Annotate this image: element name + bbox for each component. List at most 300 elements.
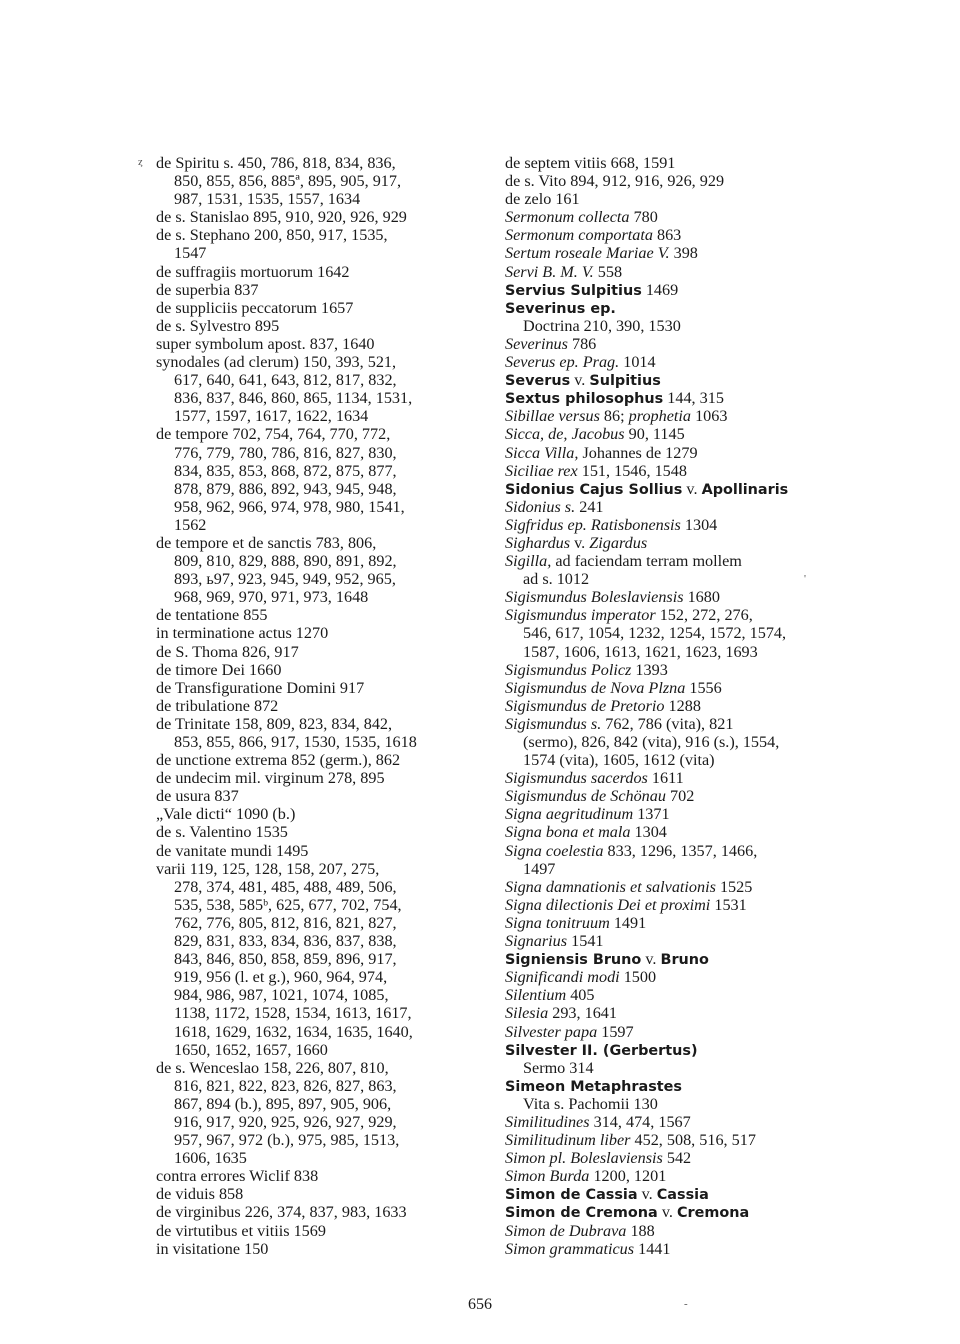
entry-text: v. — [657, 1203, 677, 1222]
stray-mark: ' — [804, 573, 806, 585]
index-entry-line — [505, 624, 900, 642]
entry-text: 1497 — [523, 859, 556, 878]
index-entry-line — [156, 715, 486, 733]
index-entry-line — [156, 914, 486, 932]
entry-text: Doctrina 210, 390, 1530 — [523, 316, 681, 335]
entry-text: 957, 967, 972 (b.), 975, 985, 1513, — [174, 1131, 400, 1150]
index-entry-line — [505, 878, 900, 896]
index-entry-line — [505, 371, 900, 389]
index-entry-line — [156, 842, 486, 860]
index-entry-line — [156, 407, 486, 425]
index-entry-line — [156, 823, 486, 841]
entry-title-italic: Simon pl. Boleslaviensis — [505, 1149, 663, 1168]
entry-text: Sermo 314 — [523, 1058, 594, 1077]
entry-text: de s. Vito 894, 912, 916, 926, 929 — [505, 172, 725, 191]
entry-text: 780 — [629, 208, 658, 227]
index-entry-line — [505, 281, 900, 299]
index-entry-line — [156, 389, 486, 407]
entry-title-italic: Signa dilectionis Dei et proximi — [505, 895, 711, 914]
entry-heading-bold: Simeon Metaphrastes — [505, 1078, 682, 1095]
entry-text: v. — [637, 1185, 657, 1204]
entry-text: de virginibus 226, 374, 837, 983, 1633 — [156, 1203, 407, 1222]
index-entry-line — [505, 715, 900, 733]
index-entry-line — [156, 226, 486, 244]
index-entry-line — [505, 914, 900, 932]
entry-text: 1441 — [634, 1239, 671, 1258]
index-entry-line — [156, 498, 486, 516]
index-entry-line — [505, 244, 900, 262]
index-entry-line — [505, 407, 900, 425]
entry-text: 836, 837, 846, 860, 865, 1134, 1531, — [174, 389, 413, 408]
index-entry-line — [156, 208, 486, 226]
page-number: 656 — [468, 1296, 492, 1313]
entry-text: 867, 894 (b.), 895, 897, 905, 906, — [174, 1094, 392, 1113]
entry-text: 816, 821, 822, 823, 826, 827, 863, — [174, 1076, 397, 1095]
index-column-right — [505, 154, 900, 1258]
entry-title-italic: Simon de Dubrava — [505, 1221, 627, 1240]
entry-heading-bold: Severus — [505, 373, 571, 390]
entry-text: 1606, 1635 — [174, 1149, 247, 1168]
entry-text: 968, 969, 970, 971, 973, 1648 — [174, 588, 369, 607]
index-entry-line — [156, 1131, 486, 1149]
index-entry-line — [505, 643, 900, 661]
entry-heading-bold: Sulpitius — [589, 373, 661, 390]
entry-heading-bold: Apollinaris — [701, 481, 789, 498]
entry-text: de unctione extrema 852 (germ.), 862 — [156, 751, 401, 770]
entry-text: varii 119, 125, 128, 158, 207, 275, — [156, 859, 380, 878]
index-entry-line — [156, 986, 486, 1004]
entry-text: de suppliciis peccatorum 1657 — [156, 298, 354, 317]
entry-text: 1547 — [174, 244, 207, 263]
index-entry-line — [505, 751, 900, 769]
index-entry-line — [156, 769, 486, 787]
entry-text: de s. Wenceslao 158, 226, 807, 810, — [156, 1058, 389, 1077]
entry-text: 863 — [652, 226, 682, 245]
entry-text: super symbolum apost. 837, 1640 — [156, 334, 375, 353]
index-entry-line — [505, 425, 900, 443]
index-entry-line — [156, 1059, 486, 1077]
entry-title-italic: Sigismundus Boleslaviensis — [505, 588, 684, 607]
index-entry-line — [505, 480, 900, 498]
index-entry-line — [505, 968, 900, 986]
entry-text: v. — [570, 533, 590, 552]
index-entry-line — [505, 208, 900, 226]
entry-heading-bold: Servius Sulpitius — [505, 282, 642, 299]
entry-text: 1541 — [567, 932, 604, 951]
index-entry-line — [505, 606, 900, 624]
entry-text: de virtutibus et vitiis 1569 — [156, 1221, 326, 1240]
entry-text: 1618, 1629, 1632, 1634, 1635, 1640, — [174, 1022, 413, 1041]
entry-text: 405 — [566, 986, 595, 1005]
margin-mark: ȥ — [138, 156, 143, 168]
index-entry-line — [156, 281, 486, 299]
index-entry-line — [505, 932, 900, 950]
entry-text: 1491 — [609, 913, 647, 932]
entry-text: de zelo 161 — [505, 190, 580, 209]
entry-text: 1063 — [691, 407, 728, 426]
index-entry-line — [156, 733, 486, 751]
entry-title-italic: Sigismundus imperator — [505, 606, 656, 625]
entry-title-italic: Sertum roseale Mariae V. — [505, 244, 670, 263]
index-entry-line — [505, 154, 900, 172]
entry-text: 558 — [593, 262, 623, 281]
entry-text: 776, 779, 780, 786, 816, 827, 830, — [174, 443, 397, 462]
entry-text: 958, 962, 966, 974, 978, 980, 1541, — [174, 497, 405, 516]
entry-heading-bold: Silvester II. (Gerbertus) — [505, 1042, 698, 1059]
index-entry-line — [156, 462, 486, 480]
entry-text: 535, 538, 585ᵇ, 625, 677, 702, 754, — [174, 895, 402, 914]
index-entry-line — [156, 371, 486, 389]
index-entry-line — [156, 244, 486, 262]
entry-heading-bold: Severinus ep. — [505, 300, 616, 317]
index-entry-line — [505, 1240, 900, 1258]
entry-text: (sermo), 826, 842 (vita), 916 (s.), 1554, — [523, 733, 780, 751]
entry-title-italic: Significandi modi — [505, 968, 620, 987]
index-entry-line — [505, 950, 900, 968]
index-entry-line — [156, 299, 486, 317]
entry-title-italic: Zigardus — [589, 533, 648, 552]
index-entry-line — [505, 588, 900, 606]
entry-text: 878, 879, 886, 892, 943, 945, 948, — [174, 479, 397, 498]
entry-text: 1500 — [619, 968, 657, 987]
entry-title-italic: Sigilla, — [505, 552, 552, 571]
entry-text: 1304 — [680, 515, 718, 534]
entry-text: 919, 956 (l. et g.), 960, 964, 974, — [174, 968, 388, 987]
entry-text: 1611 — [647, 769, 684, 788]
entry-text: v. — [682, 479, 702, 498]
entry-text: 1371 — [633, 805, 670, 824]
index-entry-line — [156, 1023, 486, 1041]
entry-title-italic: Siciliae rex — [505, 461, 578, 480]
index-entry-line — [156, 552, 486, 570]
index-entry-line — [505, 534, 900, 552]
entry-title-italic: Silvester papa — [505, 1022, 598, 1041]
entry-heading-bold: Bruno — [660, 952, 709, 969]
entry-text: 188 — [626, 1221, 655, 1240]
entry-text: 853, 855, 866, 917, 1530, 1535, 1618 — [174, 733, 417, 751]
entry-text: de s. Valentino 1535 — [156, 823, 288, 842]
index-entry-line — [156, 661, 486, 679]
entry-heading-bold: Signiensis Bruno — [505, 952, 642, 969]
index-entry-line — [156, 263, 486, 281]
entry-title-italic: Signa damnationis et salvationis — [505, 877, 716, 896]
index-entry-line — [156, 172, 486, 190]
entry-title-italic: Sigismundus de Nova Plzna — [505, 678, 686, 697]
entry-text: 86; — [599, 407, 629, 426]
entry-title-italic: Signa bona et mala — [505, 823, 631, 842]
index-entry-line — [156, 606, 486, 624]
entry-title-italic: Sermonum comportata — [505, 226, 653, 245]
index-entry-line — [156, 1004, 486, 1022]
entry-text: 278, 374, 481, 485, 488, 489, 506, — [174, 877, 397, 896]
index-entry-line — [156, 950, 486, 968]
entry-text: 546, 617, 1054, 1232, 1254, 1572, 1574, — [523, 624, 787, 643]
entry-title-italic: Silesia — [505, 1004, 549, 1023]
entry-title-italic: Sigismundus de Pretorio — [505, 696, 665, 715]
index-entry-line — [156, 425, 486, 443]
entry-text: 809, 810, 829, 888, 890, 891, 892, — [174, 552, 397, 571]
index-entry-line — [505, 896, 900, 914]
entry-text: de Spiritu s. 450, 786, 818, 834, 836, — [156, 154, 396, 172]
entry-text: 1469 — [641, 280, 679, 299]
entry-text: de viduis 858 — [156, 1185, 244, 1204]
entry-text: de suffragiis mortuorum 1642 — [156, 262, 350, 281]
index-entry-line — [505, 444, 900, 462]
entry-text: 1200, 1201 — [589, 1167, 667, 1186]
entry-title-italic: Sicca Villa, — [505, 443, 579, 462]
entry-title-italic: Sigismundus sacerdos — [505, 769, 648, 788]
entry-text: 151, 1546, 1548 — [577, 461, 687, 480]
index-entry-line — [156, 480, 486, 498]
index-entry-line — [156, 353, 486, 371]
entry-text: de Transfiguratione Domini 917 — [156, 678, 365, 697]
entry-text: de tempore 702, 754, 764, 770, 772, — [156, 425, 391, 444]
index-entry-line — [156, 932, 486, 950]
index-entry-line — [156, 697, 486, 715]
entry-text: 90, 1145 — [624, 425, 685, 444]
index-entry-line — [505, 769, 900, 787]
index-entry-line — [156, 534, 486, 552]
entry-title-italic: Severus ep. Prag. — [505, 353, 620, 372]
index-entry-line — [505, 1149, 900, 1167]
entry-text: 1556 — [685, 678, 722, 697]
index-entry-line — [505, 1077, 900, 1095]
entry-title-italic: Servi B. M. V. — [505, 262, 594, 281]
index-entry-line — [505, 1041, 900, 1059]
index-entry-line — [505, 1131, 900, 1149]
entry-heading-bold: Sextus philosophus — [505, 391, 664, 408]
index-entry-line — [505, 1059, 900, 1077]
entry-text: de vanitate mundi 1495 — [156, 841, 309, 860]
entry-text: 829, 831, 833, 834, 836, 837, 838, — [174, 932, 397, 951]
index-entry-line — [156, 1095, 486, 1113]
entry-text: 702 — [665, 787, 695, 806]
index-entry-line — [505, 1113, 900, 1131]
entry-text: 1525 — [715, 877, 753, 896]
index-entry-line — [156, 968, 486, 986]
entry-text: 398 — [669, 244, 698, 263]
entry-title-italic: Similitudinum liber — [505, 1131, 631, 1150]
index-entry-line — [156, 878, 486, 896]
entry-text: contra errores Wiclif 838 — [156, 1167, 319, 1186]
index-entry-line — [505, 679, 900, 697]
index-entry-line — [156, 1149, 486, 1167]
entry-heading-bold: Simon de Cremona — [505, 1205, 658, 1222]
entry-text: de s. Stephano 200, 850, 917, 1535, — [156, 226, 388, 245]
entry-heading-bold: Sidonius Cajus Sollius — [505, 481, 683, 498]
entry-text: 314, 474, 1567 — [589, 1112, 691, 1131]
entry-title-italic: Similitudines — [505, 1112, 590, 1131]
entry-text: de usura 837 — [156, 787, 239, 806]
index-entry-line — [156, 1041, 486, 1059]
index-entry-line — [505, 1167, 900, 1185]
index-entry-line — [156, 570, 486, 588]
entry-text: Vita s. Pachomii 130 — [523, 1094, 658, 1113]
entry-title-italic: Silentium — [505, 986, 567, 1005]
index-entry-line — [505, 986, 900, 1004]
entry-title-italic: prophetia — [628, 407, 692, 426]
index-entry-line — [505, 353, 900, 371]
entry-text: 1587, 1606, 1613, 1621, 1623, 1693 — [523, 642, 758, 661]
entry-text: de superbia 837 — [156, 280, 259, 299]
index-entry-line — [156, 1222, 486, 1240]
entry-heading-bold: Cremona — [676, 1205, 750, 1222]
entry-text: ad faciendam terram mollem — [551, 552, 742, 571]
index-entry-line — [505, 842, 900, 860]
entry-text: de tentatione 855 — [156, 606, 268, 625]
index-entry-line — [505, 552, 900, 570]
entry-title-italic: Sigismundus de Schönau — [505, 787, 666, 806]
entry-heading-bold: Cassia — [656, 1187, 709, 1204]
entry-text: de S. Thoma 826, 917 — [156, 642, 299, 661]
entry-text: 984, 986, 987, 1021, 1074, 1085, — [174, 986, 389, 1005]
index-entry-line — [505, 1023, 900, 1041]
entry-text: de septem vitiis 668, 1591 — [505, 154, 676, 172]
index-entry-line — [505, 172, 900, 190]
index-entry-line — [505, 661, 900, 679]
index-entry-line — [505, 462, 900, 480]
index-entry-line — [505, 516, 900, 534]
index-entry-line — [156, 805, 486, 823]
entry-text: 1014 — [619, 353, 656, 372]
index-entry-line — [156, 787, 486, 805]
entry-text: de timore Dei 1660 — [156, 660, 282, 679]
entry-text: in terminatione actus 1270 — [156, 624, 329, 643]
entry-heading-bold: Simon de Cassia — [505, 1187, 638, 1204]
entry-title-italic: Sigfridus ep. Ratisbonensis — [505, 515, 681, 534]
index-entry-line — [505, 787, 900, 805]
entry-text: 144, 315 — [663, 389, 724, 408]
index-entry-line — [156, 751, 486, 769]
index-entry-line — [156, 1240, 486, 1258]
index-entry-line — [505, 733, 900, 751]
index-entry-line — [156, 588, 486, 606]
stray-mark: - — [684, 1298, 688, 1310]
entry-text: 293, 1641 — [548, 1004, 617, 1023]
entry-title-italic: Sighardus — [505, 533, 571, 552]
entry-text: 850, 855, 856, 885ª, 895, 905, 917, — [174, 172, 402, 191]
entry-text: 833, 1296, 1357, 1466, — [603, 841, 758, 860]
index-entry-line — [156, 643, 486, 661]
entry-text: 987, 1531, 1535, 1557, 1634 — [174, 190, 361, 209]
index-entry-line — [505, 263, 900, 281]
entry-text: 1531 — [710, 895, 747, 914]
entry-text: 241 — [575, 497, 604, 516]
entry-text: 1393 — [631, 660, 668, 679]
index-column-left — [156, 154, 486, 1258]
entry-text: 1138, 1172, 1528, 1534, 1613, 1617, — [174, 1004, 412, 1023]
index-entry-line — [156, 317, 486, 335]
index-entry-line — [156, 1185, 486, 1203]
entry-text: ad s. 1012 — [523, 570, 590, 589]
entry-text: 152, 272, 276, — [655, 606, 753, 625]
entry-title-italic: Sibillae versus — [505, 407, 600, 426]
index-entry-line — [505, 1203, 900, 1221]
entry-text: 617, 640, 641, 643, 812, 817, 832, — [174, 371, 397, 390]
entry-text: 843, 846, 850, 858, 859, 896, 917, — [174, 950, 397, 969]
index-entry-line — [156, 896, 486, 914]
entry-text: 1562 — [174, 515, 207, 534]
entry-text: de s. Sylvestro 895 — [156, 316, 280, 335]
entry-text: de tribulatione 872 — [156, 696, 279, 715]
index-entry-line — [505, 860, 900, 878]
index-entry-line — [156, 1203, 486, 1221]
entry-text: de s. Stanislao 895, 910, 920, 926, 929 — [156, 208, 407, 227]
entry-title-italic: Signa tonitruum — [505, 913, 610, 932]
entry-title-italic: Severinus — [505, 334, 568, 353]
index-entry-line — [505, 389, 900, 407]
entry-title-italic: Sigismundus Policz — [505, 660, 632, 679]
index-entry-line — [156, 190, 486, 208]
index-entry-line — [505, 1004, 900, 1022]
entry-text: de undecim mil. virginum 278, 895 — [156, 769, 385, 788]
entry-text: 1577, 1597, 1617, 1622, 1634 — [174, 407, 369, 426]
entry-text: „Vale dicti“ 1090 (b.) — [156, 805, 296, 824]
entry-text: v. — [570, 371, 590, 390]
index-entry-line — [156, 335, 486, 353]
index-entry-line — [156, 1077, 486, 1095]
entry-text: v. — [641, 950, 661, 969]
entry-text: 542 — [662, 1149, 692, 1168]
entry-title-italic: Signarius — [505, 932, 568, 951]
index-entry-line — [505, 570, 900, 588]
entry-title-italic: Sidonius s. — [505, 497, 576, 516]
index-entry-line — [156, 154, 486, 172]
index-entry-line — [505, 805, 900, 823]
index-entry-line — [156, 516, 486, 534]
entry-text: 1288 — [664, 696, 701, 715]
entry-title-italic: Sigismundus s. — [505, 714, 602, 733]
entry-text: Johannes de 1279 — [578, 443, 698, 462]
entry-text: 1680 — [683, 588, 720, 607]
entry-text: 893, ь97, 923, 945, 949, 952, 965, — [174, 570, 396, 589]
index-entry-line — [156, 860, 486, 878]
entry-text: 452, 508, 516, 517 — [630, 1131, 756, 1150]
entry-text: 1650, 1652, 1657, 1660 — [174, 1040, 328, 1059]
index-entry-line — [505, 226, 900, 244]
index-entry-line — [156, 624, 486, 642]
index-entry-line — [505, 498, 900, 516]
entry-title-italic: Sicca, de, Jacobus — [505, 425, 625, 444]
entry-text: de tempore et de sanctis 783, 806, — [156, 533, 377, 552]
entry-text: 834, 835, 853, 868, 872, 875, 877, — [174, 461, 397, 480]
entry-text: in visitatione 150 — [156, 1239, 269, 1258]
entry-title-italic: Signa aegritudinum — [505, 805, 634, 824]
index-entry-line — [156, 444, 486, 462]
entry-text: de Trinitate 158, 809, 823, 834, 842, — [156, 714, 393, 733]
entry-title-italic: Simon grammaticus — [505, 1239, 635, 1258]
entry-text: 762, 786 (vita), 821 — [601, 714, 734, 733]
index-entry-line — [505, 1222, 900, 1240]
index-entry-line — [505, 190, 900, 208]
entry-text: 1597 — [597, 1022, 634, 1041]
entry-text: synodales (ad clerum) 150, 393, 521, — [156, 353, 397, 372]
index-entry-line — [505, 335, 900, 353]
entry-title-italic: Signa coelestia — [505, 841, 604, 860]
entry-title-italic: Sermonum collecta — [505, 208, 630, 227]
entry-title-italic: Simon Burda — [505, 1167, 590, 1186]
index-entry-line — [156, 1167, 486, 1185]
index-entry-line — [156, 1113, 486, 1131]
index-entry-line — [505, 317, 900, 335]
entry-text: 916, 917, 920, 925, 926, 927, 929, — [174, 1112, 397, 1131]
index-entry-line — [156, 679, 486, 697]
index-entry-line — [505, 1185, 900, 1203]
entry-text: 1304 — [630, 823, 667, 842]
index-entry-line — [505, 823, 900, 841]
index-entry-line — [505, 697, 900, 715]
index-entry-line — [505, 1095, 900, 1113]
